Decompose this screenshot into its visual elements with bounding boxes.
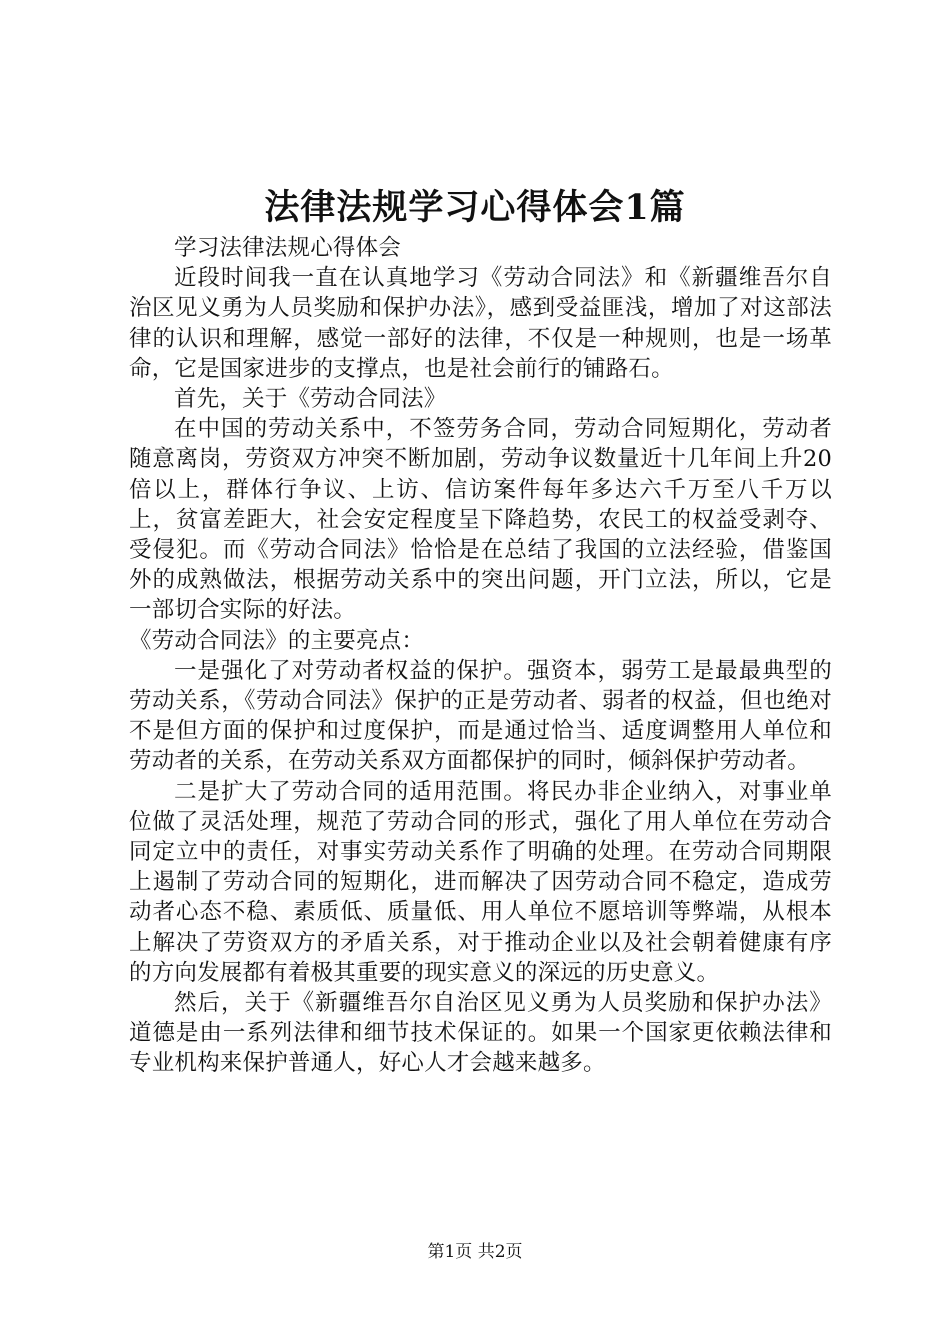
paragraph-highlight-one: 一是强化了对劳动者权益的保护。强资本，弱劳工是最最典型的劳动关系，《劳动合同法》保护的正是劳动者、弱者的权益，但也绝对不是但方面的保护和过度保护，而是通过恰当、适度调整用人单位和劳动者的关系，在劳动关系双方面都保护的同时，倾斜保护劳动者。 bbox=[129, 657, 832, 775]
paragraph-subtitle: 学习法律法规心得体会 bbox=[174, 235, 402, 261]
paragraph-section-heading: 首先，关于《劳动合同法》 bbox=[174, 386, 447, 413]
paragraph-highlights-heading: 《劳动合同法》的主要亮点： bbox=[129, 627, 425, 654]
document-title: 法律法规学习心得体会1篇 bbox=[264, 187, 686, 228]
paragraph-highlight-two: 二是扩大了劳动合同的适用范围。将民办非企业纳入，对事业单位做了灵活处理，规范了劳动合同的形式，强化了用人单位在劳动合同定立中的责任，对事实劳动关系作了明确的处理。在劳动合同期限上遏制了劳动合同的短期化，进而解决了因劳动合同不稳定，造成劳动者心态不稳、素质低、质量低、用人单位不愿培训等弊端，从根本上解决了劳资双方的矛盾关系，对于推动企业以及社会朝着健康有序的方向发展都有着极其重要的现实意义的深远的历史意义。 bbox=[129, 778, 832, 986]
paragraph-intro: 近段时间我一直在认真地学习《劳动合同法》和《新疆维吾尔自治区见义勇为人员奖励和保护办法》，感到受益匪浅，增加了对这部法律的认识和理解，感觉一部好的法律，不仅是一种规则，也是一场革命，它是国家进步的支撑点，也是社会前行的铺路石。 bbox=[129, 265, 832, 382]
paragraph-xinjiang-measures: 然后，关于《新疆维吾尔自治区见义勇为人员奖励和保护办法》道德是由一系列法律和细节技术保证的。如果一个国家更依赖法律和专业机构来保护普通人，好心人才会越来越多。 bbox=[129, 990, 832, 1077]
document-body bbox=[129, 233, 832, 1079]
page-footer: 第1页 共2页 bbox=[427, 1242, 523, 1262]
paragraph-labor-relations: 在中国的劳动关系中，不签劳务合同，劳动合同短期化，劳动者随意离岗，劳资双方冲突不断加剧，劳动争议数量近十几年间上升20倍以上，群体行争议、上访、信访案件每年多达六千万至八千万以上，贫富差距大，社会安定程度呈下降趋势，农民工的权益受剥夺、受侵犯。而《劳动合同法》恰恰是在总结了我国的立法经验，借鉴国外的成熟做法，根据劳动关系中的突出问题，开门立法，所以，它是一部切合实际的好法。 bbox=[129, 416, 832, 624]
